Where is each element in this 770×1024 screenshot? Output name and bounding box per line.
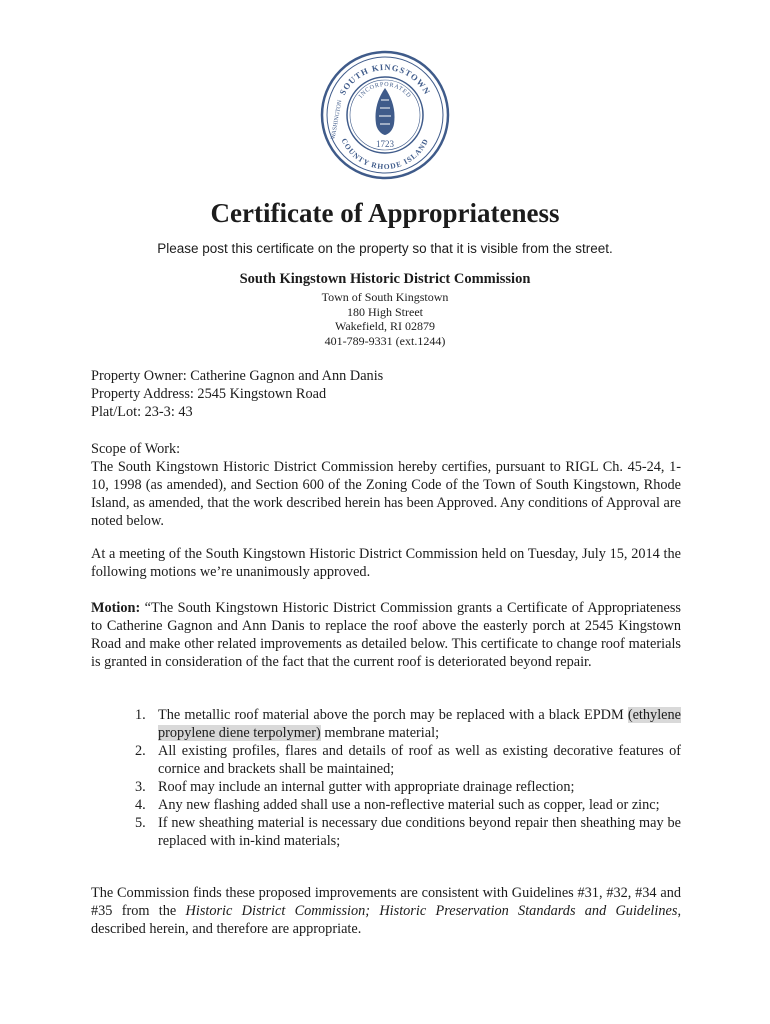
address-street: 180 High Street	[347, 304, 423, 319]
scope-heading: Scope of Work:	[91, 441, 181, 457]
guidelines-title: Historic District Commission; Historic Preservation Standards and Guidelines	[185, 903, 678, 919]
finding-text: The Commission finds these proposed improvements are consistent with Guidelines #31, #32, #34 and #35 from the	[91, 885, 681, 919]
condition-item	[113, 706, 681, 742]
property-platlot: Plat/Lot: 23-3: 43	[91, 404, 193, 420]
condition-text: The metallic roof material above the porch may be replaced with a black EPDM	[158, 707, 628, 723]
motion-text: “The South Kingstown Historic District Commission grants a Certificate of Appropriateness to Catherine Gagnon and Ann Danis to replace the roof above the easterly porch at 2545 Kingstown Road and make other related improvements as detailed below. This certificate to change roof materials is granted in consideration of the fact that the current roof is deteriorated beyond repair.	[91, 600, 681, 670]
finding-text-end: , described herein, and therefore are appropriate.	[91, 903, 682, 937]
commission-address	[0, 290, 770, 348]
seal-year: 1723	[376, 139, 394, 149]
condition-item	[113, 742, 681, 778]
commission-finding	[91, 884, 681, 938]
document-title: Certificate of Appropriateness	[210, 198, 560, 228]
commission-name: South Kingstown Historic District Commission	[239, 271, 531, 287]
town-seal	[320, 50, 450, 180]
property-owner: Property Owner: Catherine Gagnon and Ann Danis	[91, 368, 384, 384]
meeting-statement: At a meeting of the South Kingstown Historic District Commission held on Tuesday, July 15, 2014 the following motions we’re unanimously approved.	[91, 546, 681, 580]
condition-text: Any new flashing added shall use a non-reflective material such as copper, lead or zinc;	[158, 797, 660, 813]
conditions-list	[113, 706, 681, 850]
motion-paragraph	[91, 599, 681, 671]
condition-number: 3.	[135, 779, 146, 795]
address-city: Wakefield, RI 02879	[334, 319, 435, 334]
seal-bottom-text: COUNTY RHODE ISLAND	[339, 136, 431, 172]
condition-number: 2.	[135, 743, 146, 759]
condition-number: 5.	[135, 815, 146, 831]
condition-text-end: membrane material;	[320, 725, 440, 741]
condition-item	[113, 778, 681, 796]
property-address: Property Address: 2545 Kingstown Road	[91, 386, 327, 402]
condition-item	[113, 796, 681, 814]
address-phone: 401-789-9331 (ext.1244)	[324, 333, 446, 348]
posting-instruction: Please post this certificate on the property so that it is visible from the street.	[157, 241, 613, 256]
property-info	[91, 367, 681, 421]
scope-text: The South Kingstown Historic District Commission hereby certifies, pursuant to RIGL Ch. 45-24, 1-10, 1998 (as amended), and Section 600 of the Zoning Code of the Town of South Kingstown, Rhode Island, as amended, that the work described herein has been Approved. Any conditions of Approval are noted below.	[91, 459, 681, 529]
motion-label: Motion:	[91, 600, 141, 616]
seal-top-text: SOUTH KINGSTOWN	[337, 61, 433, 97]
condition-text: If new sheathing material is necessary due conditions beyond repair then sheathing may be replaced with in-kind materials;	[158, 815, 681, 849]
highlighted-text: (ethylene propylene diene terpolymer)	[158, 707, 681, 741]
arrowhead-icon	[375, 88, 394, 135]
condition-text: All existing profiles, flares and details of roof as well as existing decorative features of cornice and brackets shall be maintained;	[158, 743, 681, 777]
seal-incorporated-text: INCORPORATED	[358, 81, 412, 100]
condition-text: Roof may include an internal gutter with appropriate drainage reflection;	[158, 779, 575, 795]
scope-of-work	[91, 440, 681, 530]
seal-left-text: WASHINGTON	[330, 99, 344, 140]
condition-item	[113, 814, 681, 850]
address-town: Town of South Kingstown	[321, 290, 449, 304]
condition-number: 1.	[135, 707, 146, 723]
condition-number: 4.	[135, 797, 146, 813]
